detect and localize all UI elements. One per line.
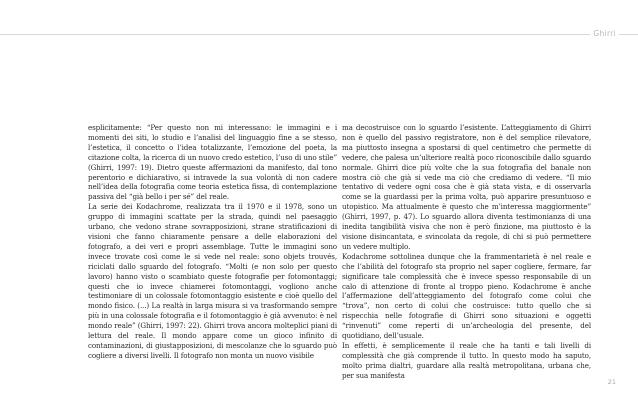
left-text-column [88, 123, 337, 361]
page-number: 21 [607, 378, 616, 386]
paragraph: esplicitamente: “Per questo non mi interessano: le immagini e i momenti dei siti, lo studio e l’analisi del linguaggio fine a se stesso, l’estetica, il concetto o l’idea totalizzante, l’emozione del poeta, la citazione colta, la ricerca di un nuovo credo estetico, l’uso di uno stile” (Ghirri, 1997: 19). Dietro queste affermazioni da manifesto, dal tono perentorio e dichiarativo, si intravede la sua volontà di non cadere nell’idea della fotografia come teoria estetica fissa, di contemplazione passiva del “già bello i per sé” del reale. [88, 123, 337, 202]
paragraph: In effetti, è semplicemente il reale che ha tanti e tali livelli di complessità che già comprende il tutto. In questo modo ha saputo, molto prima dialtri, guardare alla realtà metropolitana, urbana che, per sua manifesta [342, 340, 591, 380]
paragraph: ma decostruisce con lo sguardo l’esistente. L’atteggiamento di Ghirri non è quello del passivo registratore, non è del semplice rilevatore, ma piuttosto insegna a spostarsi di quel centimetro che permette di vedere, che palesa un’ulteriore realtà poco riconoscibile dallo sguardo normale. Ghirri dice più volte che la sua fotografia del banale non mostra ciò che già si vede ma ciò che crediamo di vedere. “Il mio tentativo di vedere ogni cosa che è già stata vista, e di osservarla come se la guardassi per la prima volta, può apparire presuntuoso e utopistico. Ma attualmente è questo che m’interessa maggiormente” (Ghirri, 1997, p. 47). Lo sguardo allora diventa testimonianza di una inedita tangibilità visiva che non è però finzione, ma piuttosto è la visione disincantata, e svincolata da regole, di chi si può permettere un vedere multiplo. [342, 123, 591, 251]
section-label: Ghirri [590, 29, 619, 39]
paragraph: Kodachrome sottolinea dunque che la frammentarietà è nel reale e che l’abilità del fotografo sta proprio nel saper cogliere, fermare, far significare tale complessità che è invece spesso responsabile di un calo di attenzione di fronte al troppo pieno. Kodachrome è anche l’affermazione dell’atteggiamento del fotografo come colui che “trova”, non certo di colui che costruisce: tutto quello che si rispecchia nelle fotografie di Ghirri sono situazioni e oggetti “rinvenuti” come reperti di un’archeologia del presente, del quotidiano, dell’usuale. [342, 251, 591, 341]
header-rule [0, 34, 638, 35]
right-text-column [342, 123, 591, 381]
paragraph: La serie dei Kodachrome, realizzata tra il 1970 e il 1978, sono un gruppo di immagini scattate per la strada, quindi nel paesaggio urbano, che vedono strane sovrapposizioni, strane stratificazioni di visioni che fanno chiaramente pensare a delle elaborazioni del fotografo, a dei veri e propri assemblage. Tutte le immagini sono invece trovate così come le si vede nel reale: sono objets trouvés, riciclati dallo sguardo del fotografo. “Molti (e non solo per questo lavoro) hanno visto o scambiato queste fotografie per fotomontaggi; questi che io invece chiamerei fotomontaggi, vogliono anche testimoniare di un colossale fotomontaggio esistente e cioè quello del mondo fisico. (...) La realtà in larga misura si va trasformando sempre più in una colossale fotografia e il fotomontaggio è già avvenuto: è nel mondo reale” (Ghirri, 1997: 22). Ghirri trova ancora molteplici piani di lettura del reale. Il mondo appare come un gioco infinito di contaminazioni, di giustapposizioni, di mescolanze che lo sguardo può cogliere a diversi livelli. Il fotografo non monta un nuovo visibile [88, 202, 337, 360]
running-header [0, 0, 638, 55]
